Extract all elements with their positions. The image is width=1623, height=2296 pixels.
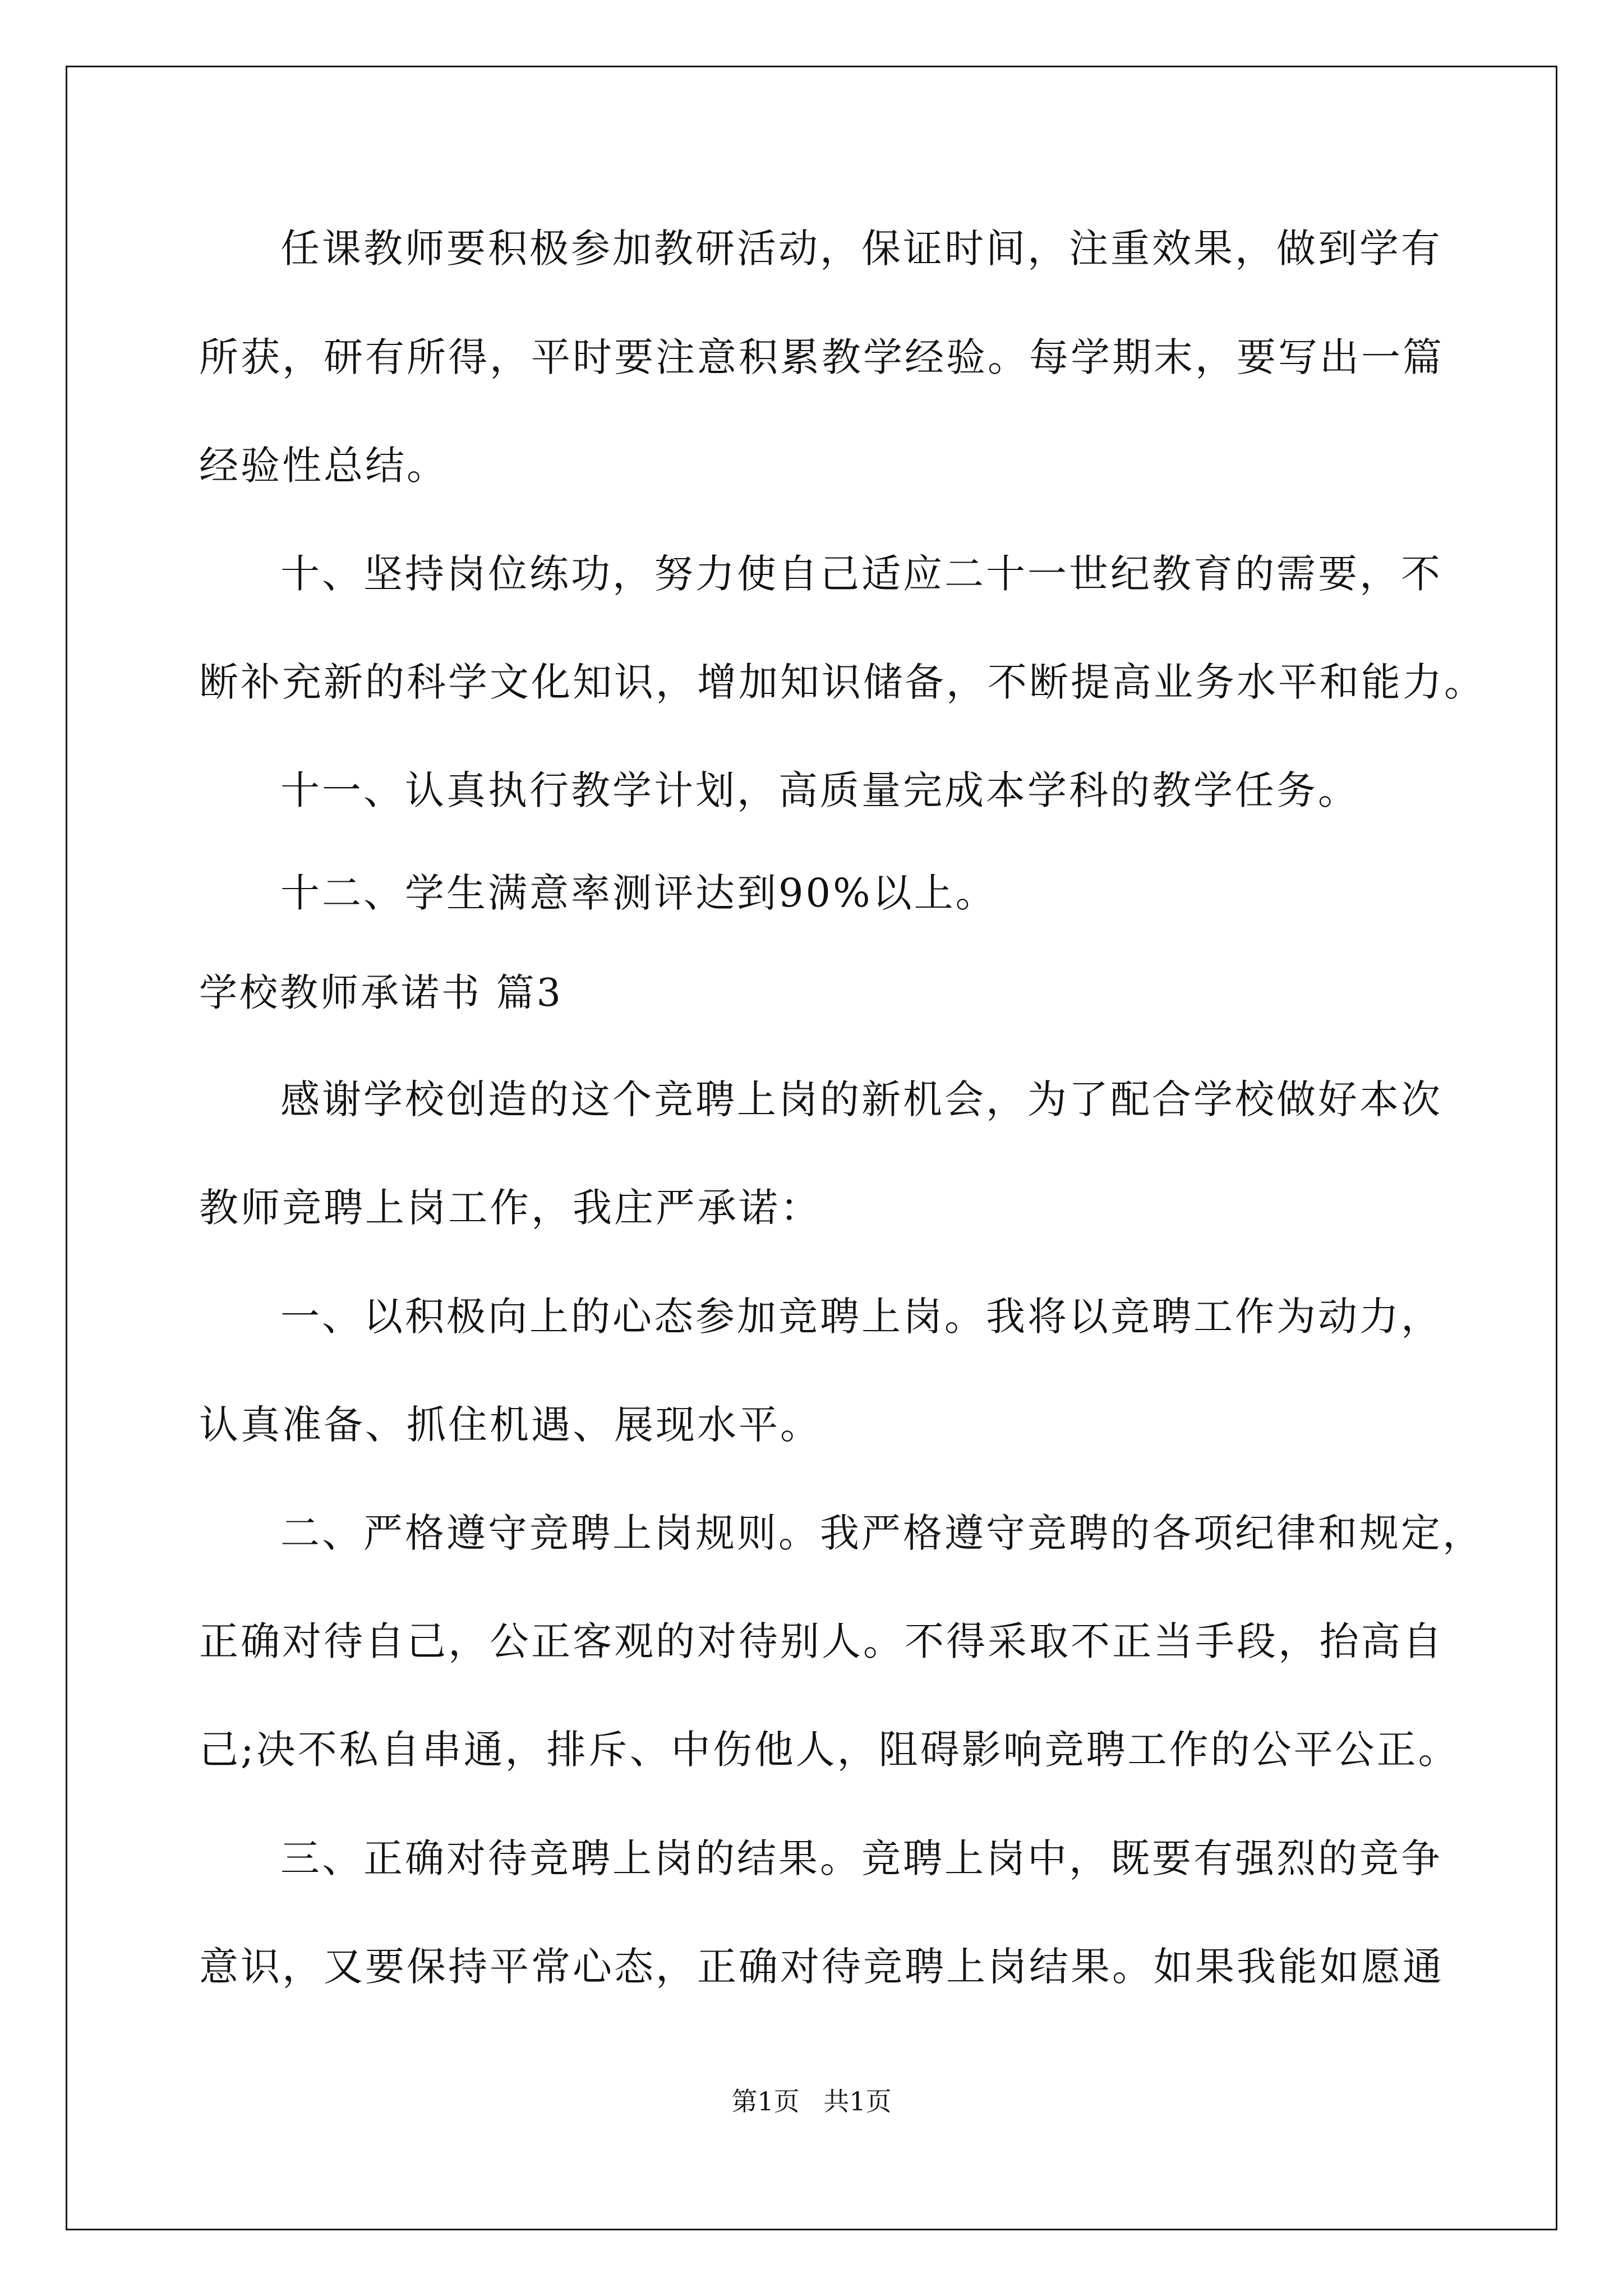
paragraph-line: 所获，研有所得，平时要注意积累教学经验。每学期末，要写出一篇 [199, 334, 1444, 380]
paragraph-line: 教师竞聘上岗工作，我庄严承诺： [199, 1185, 822, 1231]
page-number: 第1页 [731, 2086, 800, 2116]
paragraph-line: 感谢学校创造的这个竞聘上岗的新机会，为了配合学校做好本次 [280, 1076, 1442, 1122]
paragraph-line: 十二、学生满意率测评达到90%以上。 [280, 870, 997, 916]
paragraph-line: 经验性总结。 [199, 443, 448, 489]
page-footer [0, 2086, 1623, 2117]
paragraph-line: 认真准备、抓住机遇、展现水平。 [199, 1402, 822, 1448]
paragraph-line: 任课教师要积极参加教研活动，保证时间，注重效果，做到学有 [280, 226, 1442, 272]
paragraph-line: 十、坚持岗位练功，努力使自己适应二十一世纪教育的需要，不 [280, 551, 1442, 597]
paragraph-line: 二、严格遵守竞聘上岗规则。我严格遵守竞聘的各项纪律和规定， [280, 1510, 1484, 1556]
paragraph-line: 断补充新的科学文化知识，增加知识储备，不断提高业务水平和能力。 [199, 659, 1486, 705]
paragraph-line: 己;决不私自串通，排斥、中伤他人，阻碍影响竞聘工作的公平公正。 [199, 1727, 1460, 1773]
paragraph-line: 一、以积极向上的心态参加竞聘上岗。我将以竞聘工作为动力， [280, 1294, 1442, 1340]
section-heading: 学校教师承诺书 篇3 [199, 971, 563, 1015]
page-border [66, 66, 1557, 2230]
page-total: 共1页 [823, 2086, 892, 2116]
paragraph-line: 三、正确对待竞聘上岗的结果。竞聘上岗中，既要有强烈的竞争 [280, 1835, 1442, 1881]
paragraph-line: 正确对待自己，公正客观的对待别人。不得采取不正当手段，抬高自 [199, 1618, 1444, 1664]
paragraph-line: 十一、认真执行教学计划，高质量完成本学科的教学任务。 [280, 767, 1359, 813]
paragraph-line: 意识，又要保持平常心态，正确对待竞聘上岗结果。如果我能如愿通 [199, 1944, 1444, 1990]
